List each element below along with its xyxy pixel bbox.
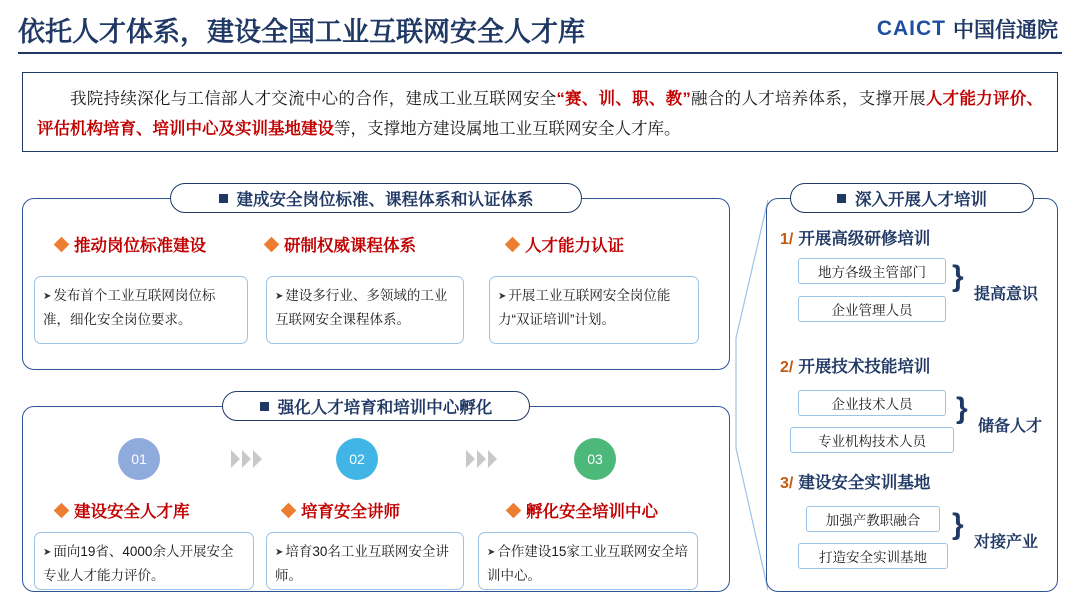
panel-a-item-1-label: 研制权威课程体系	[284, 237, 416, 255]
panel-c-group-2-head	[780, 469, 930, 493]
panel-c-group-2-tag-0: 加强产教职融合	[806, 506, 940, 532]
summary-seg-2: “赛、训、职、教”	[556, 90, 691, 108]
panel-b-badge-2-text: 03	[587, 451, 603, 467]
panel-c-group-1-outcome: 储备人才	[978, 418, 1043, 435]
panel-b-item-0-label: 建设安全人才库	[74, 503, 190, 521]
panel-b-badge-2	[574, 438, 616, 480]
panel-c-group-2-label: 建设安全实训基地	[798, 474, 931, 492]
panel-a-item-1-body: ➤ 建设多行业、多领域的工业互联网安全课程体系。	[275, 285, 455, 331]
square-bullet-icon	[837, 194, 846, 203]
summary-seg-1: 我院持续深化与工信部人才交流中心的合作，建成工业互联网安全	[70, 90, 557, 108]
panel-cultivation-title-pill	[222, 391, 530, 421]
chevron-right-icon	[466, 450, 497, 468]
diamond-bullet-icon	[264, 236, 280, 252]
diamond-bullet-icon	[54, 502, 70, 518]
panel-training-title-pill	[790, 183, 1034, 213]
panel-b-badge-0-text: 01	[131, 451, 147, 467]
panel-b-item-0-card	[34, 532, 254, 590]
panel-b-badge-1	[336, 438, 378, 480]
panel-a-item-0-card	[34, 276, 248, 344]
panel-b-badge-0	[118, 438, 160, 480]
panel-b-item-2-head	[508, 498, 658, 522]
panel-b-item-2-card	[478, 532, 698, 590]
panel-c-group-0-label: 开展高级研修培训	[798, 230, 931, 248]
panel-c-group-1-tag-0: 企业技术人员	[798, 390, 946, 416]
logo-cn-text: 中国信通院	[953, 19, 1058, 42]
caict-logo	[877, 14, 1058, 44]
header-divider	[18, 52, 1062, 54]
summary-text	[37, 84, 1043, 144]
panel-training-title: 深入开展人才培训	[855, 191, 987, 209]
diamond-bullet-icon	[281, 502, 297, 518]
panel-c-group-0-head	[780, 225, 930, 249]
panel-a-item-0-body: ➤ 发布首个工业互联网岗位标准，细化安全岗位要求。	[43, 285, 239, 331]
summary-seg-4: 人才能力评价、评估机构培育、培训中心及实训基地建设	[37, 90, 1044, 138]
panel-b-item-2-label: 孵化安全培训中心	[526, 503, 658, 521]
panel-a-item-1-head	[266, 232, 416, 256]
diamond-bullet-icon	[505, 236, 521, 252]
panel-a-item-2-card	[489, 276, 699, 344]
page-header	[0, 0, 1080, 58]
square-bullet-icon	[219, 194, 228, 203]
panel-b-item-1-body: ➤ 培育30名工业互联网安全讲师。	[275, 541, 455, 587]
panel-b-item-2-body: ➤ 合作建设15家工业互联网安全培训中心。	[487, 541, 689, 587]
panel-b-item-0-body: ➤ 面向19省、4000余人开展安全专业人才能力评价。	[43, 541, 245, 587]
panel-b-item-1-head	[283, 498, 400, 522]
panel-c-group-0-outcome: 提高意识	[974, 286, 1039, 303]
summary-seg-5: 等，支撑地方建设属地工业互联网安全人才库。	[334, 120, 681, 138]
panel-b-badge-1-text: 02	[349, 451, 365, 467]
panel-a-item-2-body: ➤ 开展工业互联网安全岗位能力“双证培训”计划。	[498, 285, 690, 331]
summary-seg-3: 融合的人才培养体系，支撑开展	[690, 90, 926, 108]
panel-standards-title: 建成安全岗位标准、课程体系和认证体系	[236, 191, 534, 209]
panel-cultivation-title: 强化人才培育和培训中心孵化	[277, 399, 493, 417]
panel-b-item-1-label: 培育安全讲师	[301, 503, 400, 521]
panel-a-item-2-label: 人才能力认证	[525, 237, 624, 255]
square-bullet-icon	[260, 402, 269, 411]
connector-lines	[734, 198, 768, 592]
panel-a-item-2-head	[507, 232, 624, 256]
panel-c-group-2-tag-1: 打造安全实训基地	[798, 543, 948, 569]
panel-b-item-0-head	[56, 498, 190, 522]
page-title: 依托人才体系，建设全国工业互联网安全人才库	[18, 17, 585, 47]
panel-c-group-0-tag-0: 地方各级主管部门	[798, 258, 946, 284]
chevron-right-icon	[231, 450, 262, 468]
panel-c-group-2-number: 3/	[780, 475, 794, 492]
panel-c-group-1-label: 开展技术技能培训	[798, 358, 931, 376]
panel-c-group-0-number: 1/	[780, 231, 794, 248]
summary-box	[22, 72, 1058, 152]
panel-c-group-1-head	[780, 353, 930, 377]
diamond-bullet-icon	[506, 502, 522, 518]
panel-c-group-0-tag-1: 企业管理人员	[798, 296, 946, 322]
panel-c-group-2-outcome: 对接产业	[974, 534, 1039, 551]
diamond-bullet-icon	[54, 236, 70, 252]
brace-icon: }	[956, 392, 968, 425]
panel-b-item-1-card	[266, 532, 464, 590]
brace-icon: }	[952, 260, 964, 293]
panel-c-group-1-number: 2/	[780, 359, 794, 376]
logo-en-text: CAICT	[876, 17, 946, 40]
brace-icon: }	[952, 508, 964, 541]
panel-a-item-0-label: 推动岗位标准建设	[74, 237, 206, 255]
panel-standards-title-pill	[170, 183, 582, 213]
panel-c-group-1-tag-1: 专业机构技术人员	[790, 427, 954, 453]
panel-a-item-1-card	[266, 276, 464, 344]
panel-a-item-0-head	[56, 232, 206, 256]
